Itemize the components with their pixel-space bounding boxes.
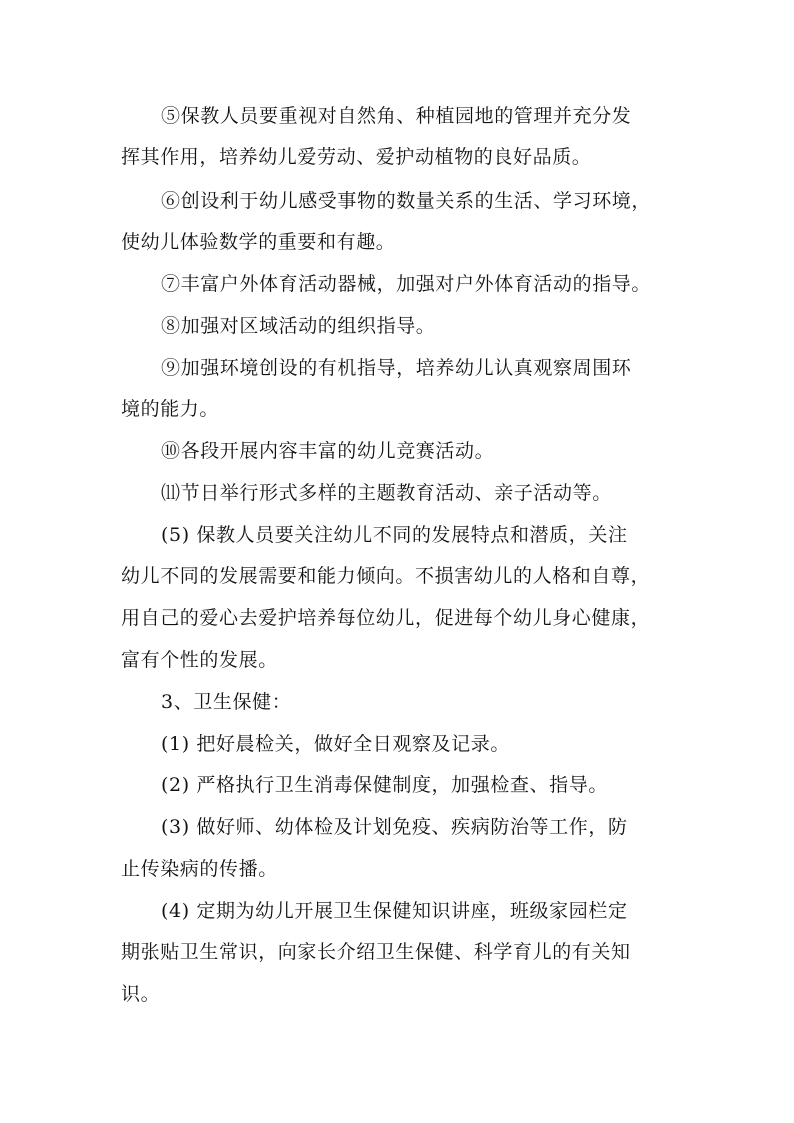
paragraph-line: ⑨加强环境创设的有机指导，培养幼儿认真观察周围环 bbox=[161, 357, 632, 379]
paragraph-line: ⑦丰富户外体育活动器械，加强对户外体育活动的指导。 bbox=[161, 273, 652, 295]
paragraph-line: 期张贴卫生常识，向家长介绍卫生保健、科学育儿的有关知 bbox=[121, 941, 631, 963]
paragraph-line: 挥其作用，培养幼儿爱劳动、爱护动植物的良好品质。 bbox=[121, 146, 592, 168]
paragraph-line: ⑧加强对区域活动的组织指导。 bbox=[161, 315, 436, 337]
paragraph-line: (5) 保教人员要关注幼儿不同的发展特点和潜质，关注 bbox=[161, 524, 628, 546]
paragraph-line: 境的能力。 bbox=[121, 398, 220, 420]
paragraph-line: (4) 定期为幼儿开展卫生保健知识讲座，班级家园栏定 bbox=[161, 900, 628, 922]
paragraph-line: (2) 严格执行卫生消毒保健制度，加强检查、指导。 bbox=[161, 774, 608, 796]
paragraph-line: 幼儿不同的发展需要和能力倾向。不损害幼儿的人格和自尊， bbox=[121, 565, 651, 587]
paragraph-line: 止传染病的传播。 bbox=[121, 858, 278, 880]
paragraph-line: 用自己的爱心去爱护培养每位幼儿，促进每个幼儿身心健康， bbox=[121, 607, 651, 629]
paragraph-line: (1) 把好晨检关，做好全日观察及记录。 bbox=[161, 733, 510, 755]
paragraph-line: (3) 做好师、幼体检及计划免疫、疾病防治等工作，防 bbox=[161, 816, 628, 838]
paragraph-line: ⑥创设利于幼儿感受事物的数量关系的生活、学习环境， bbox=[161, 190, 652, 212]
section-heading: 3、卫生保健： bbox=[161, 691, 292, 713]
paragraph-line: ⑤保教人员要重视对自然角、种植园地的管理并充分发 bbox=[161, 105, 632, 127]
paragraph-line: 识。 bbox=[121, 983, 161, 1005]
paragraph-line: 富有个性的发展。 bbox=[121, 649, 278, 671]
paragraph-line: ⑾节日举行形式多样的主题教育活动、亲子活动等。 bbox=[161, 482, 612, 504]
paragraph-line: 使幼儿体验数学的重要和有趣。 bbox=[121, 231, 396, 253]
paragraph-line: ⑩各段开展内容丰富的幼儿竞赛活动。 bbox=[161, 440, 495, 462]
